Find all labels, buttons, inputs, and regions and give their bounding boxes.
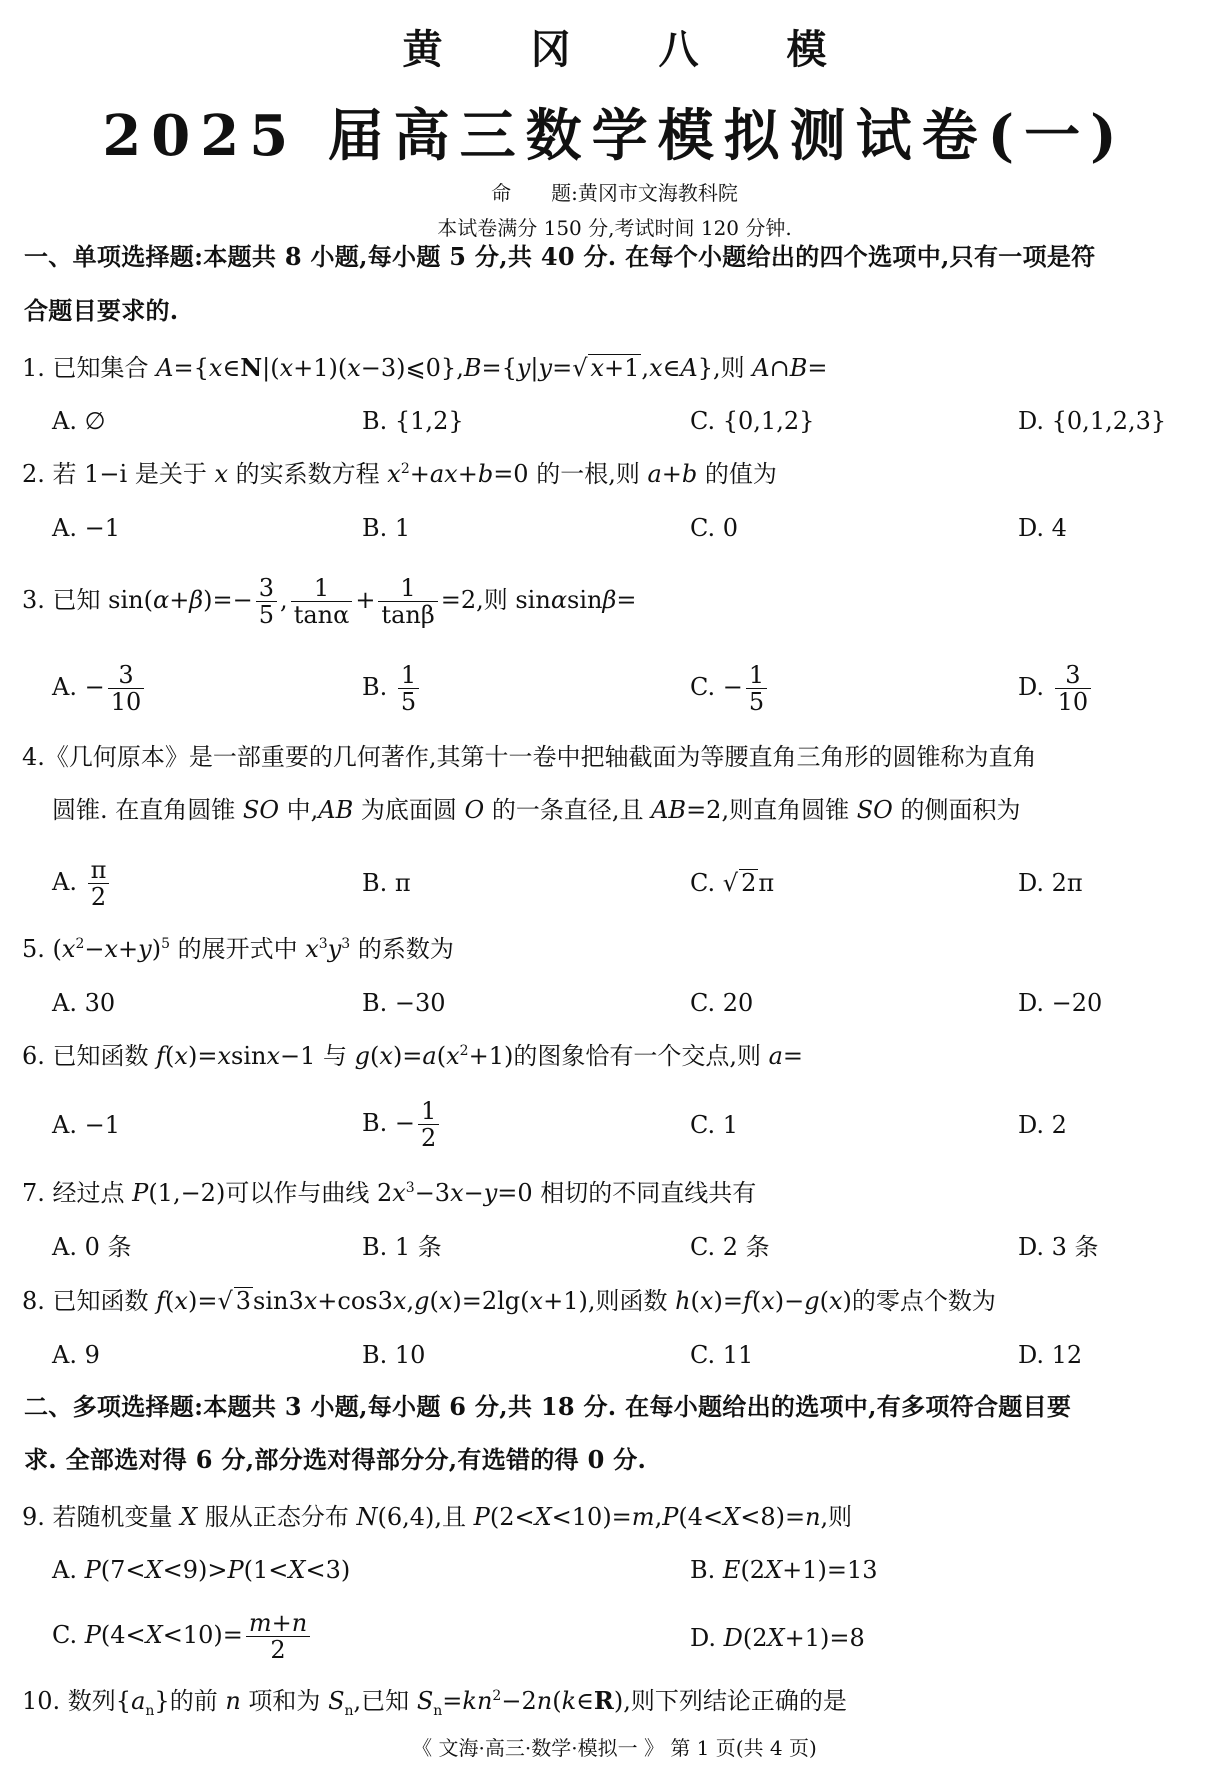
fraction: $\frac{1}{\tan\alpha}$ (291, 575, 353, 628)
q9-option-c: C. P(4<X<10)= $\frac{m+n}{2}$ (52, 1610, 313, 1663)
q7-option-b: B. 1 条 (362, 1233, 442, 1261)
q9-option-a: A. P(7<X<9)>P(1<X<3) (52, 1556, 351, 1584)
q3-option-a: A. − $\frac{3}{10}$ (52, 662, 147, 715)
q8-option-d: D. 12 (1018, 1341, 1083, 1369)
section1-heading-line2: 合题目要求的. (24, 296, 179, 325)
question-9-stem: 9. 若随机变量 X 服从正态分布 N(6,4),且 P(2<X<10)=m,P(4<X<8)=n,则 (22, 1503, 853, 1531)
question-6-stem: 6. 已知函数 f(x)=xsinx−1 与 $g(x)=a(x^2+1)$的图象恰有一个交点,则 a= (22, 1042, 803, 1070)
page-footer: 《 文海·高三·数学·模拟一 》 第 1 页(共 4 页) (412, 1736, 817, 1760)
q8-option-c: C. 11 (690, 1341, 754, 1369)
q2-option-d: D. 4 (1018, 514, 1067, 542)
exam-info: 本试卷满分 150 分,考试时间 120 分钟. (437, 216, 792, 240)
q6-option-c: C. 1 (690, 1111, 739, 1139)
question-5-stem: 5. $(x^2-x+y)^5$ 的展开式中 $x^3y^3$ 的系数为 (22, 935, 454, 963)
q1-option-a: A. ∅ (52, 407, 106, 435)
q8-option-b: B. 10 (362, 1341, 426, 1369)
question-1-stem: 1. 已知集合 A={x∈N|(x+1)(x−3)⩽0},B={y|y=√ x+1,x∈A},则 A∩B= (22, 353, 828, 382)
q9-option-b: B. E(2X+1)=13 (690, 1556, 878, 1584)
q4-option-c: C. √ 2π (690, 869, 775, 897)
q1-option-b: B. {1,2} (362, 407, 464, 435)
q4-option-a: A. $\frac{\pi}{2}$ (52, 857, 112, 910)
q6-option-d: D. 2 (1018, 1111, 1067, 1139)
q9-option-d: D. D(2X+1)=8 (690, 1624, 865, 1652)
q7-option-d: D. 3 条 (1018, 1233, 1099, 1261)
q8-option-a: A. 9 (52, 1341, 100, 1369)
q3-option-b: B. $\frac{1}{5}$ (362, 662, 422, 715)
q5-option-d: D. −20 (1018, 989, 1103, 1017)
q2-option-c: C. 0 (690, 514, 739, 542)
section2-heading-line1: 二、多项选择题:本题共 3 小题,每小题 6 分,共 18 分. 在每小题给出的选项中,有多项符合题目要 (24, 1392, 1072, 1421)
q2-option-a: A. −1 (52, 514, 120, 542)
q5-option-c: C. 20 (690, 989, 754, 1017)
question-2-stem: 2. 若 1−i 是关于 x 的实系数方程 $x^2+ax+b=0$ 的一根,则 a+b 的值为 (22, 460, 777, 488)
q2-option-b: B. 1 (362, 514, 411, 542)
q5-option-a: A. 30 (52, 989, 116, 1017)
q7-option-a: A. 0 条 (52, 1233, 132, 1261)
fraction: $\frac{1}{\tan\beta}$ (378, 575, 437, 628)
q4-option-d: D. 2π (1018, 869, 1083, 897)
q1-option-d: D. {0,1,2,3} (1018, 407, 1167, 435)
exam-title: 2025 届高三数学模拟测试卷(一) (102, 103, 1127, 169)
question-8-stem: 8. 已知函数 f(x)=√ 3sin3x+cos3x,g(x)=2lg(x+1),则函数 h(x)=f(x)−g(x)的零点个数为 (22, 1287, 996, 1315)
question-3-stem: 3. 已知 sin(α+β)=− $\frac{3}{5}$ , $\frac{1}{\tan\alpha}$ + $\frac{1}{\tan\beta}$ =2,则 sinαsinβ= (22, 574, 637, 629)
question-10-stem: 10. 数列$\{a_n\}$的前 n 项和为 $S_n$,已知 $S_n=kn^2-2n(k\in R)$,则下列结论正确的是 (22, 1686, 847, 1719)
q6-option-b: B. − $\frac{1}{2}$ (362, 1098, 442, 1151)
fraction: $\frac{3}{5}$ (256, 575, 277, 628)
q4-option-b: B. π (362, 869, 411, 897)
series-heading: 黄冈八模 (402, 26, 915, 73)
author-line: 命 题:黄冈市文海教科院 (491, 181, 738, 205)
question-4-stem-line1: 4.《几何原本》是一部重要的几何著作,其第十一卷中把轴截面为等腰直角三角形的圆锥称为直角 (22, 743, 1037, 771)
question-4-stem-line2: 圆锥. 在直角圆锥 SO 中,AB 为底面圆 O 的一条直径,且 AB=2,则直角圆锥 SO 的侧面积为 (52, 796, 1021, 824)
q6-option-a: A. −1 (52, 1111, 120, 1139)
question-7-stem: 7. 经过点 P(1,−2)可以作与曲线 $2x^3-3x-y=0$ 相切的不同直线共有 (22, 1179, 757, 1207)
q3-option-c: C. − $\frac{1}{5}$ (690, 662, 770, 715)
q7-option-c: C. 2 条 (690, 1233, 770, 1261)
q3-option-d: D. $\frac{3}{10}$ (1018, 662, 1094, 715)
section2-heading-line2: 求. 全部选对得 6 分,部分选对得部分分,有选错的得 0 分. (24, 1445, 647, 1474)
q1-option-c: C. {0,1,2} (690, 407, 815, 435)
q5-option-b: B. −30 (362, 989, 446, 1017)
section1-heading-line1: 一、单项选择题:本题共 8 小题,每小题 5 分,共 40 分. 在每个小题给出的四个选项中,只有一项是符 (24, 242, 1096, 271)
sqrt-radicand: x+1 (590, 354, 640, 382)
